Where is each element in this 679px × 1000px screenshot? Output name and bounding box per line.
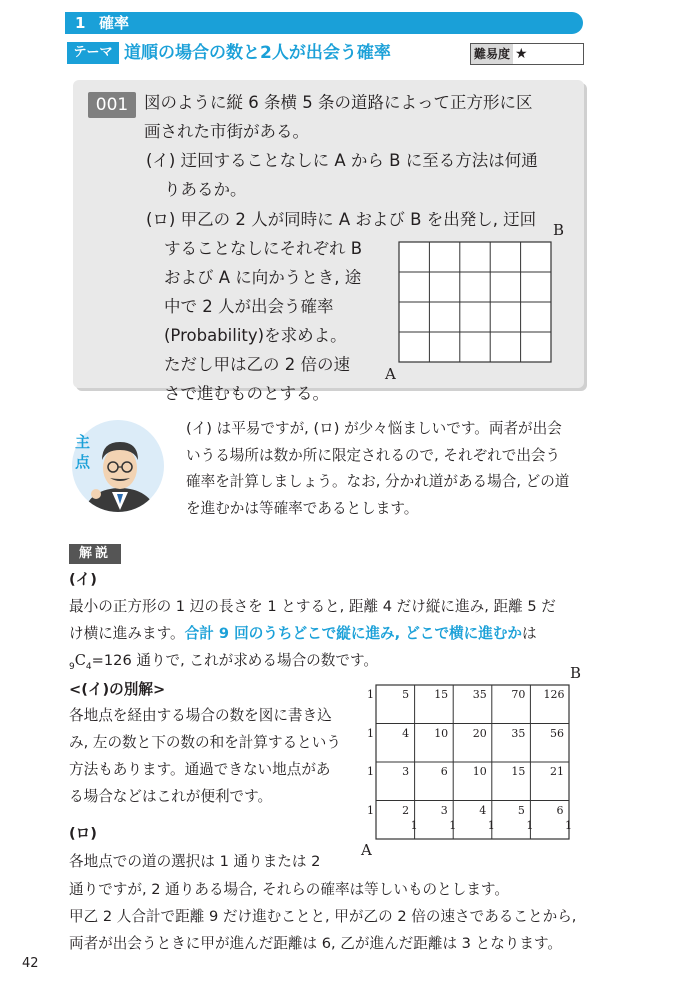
ro-line: 各地点での道の選択は 1 通りまたは 2 — [69, 853, 321, 870]
path-count: 1 — [565, 819, 572, 832]
page-number: 42 — [22, 956, 39, 971]
mentor-line: 確率を計算しましょう。なお, 分かれ道がある場合, どの道 — [186, 473, 570, 490]
path-count: 20 — [472, 726, 487, 740]
combination-symbol: C — [74, 652, 86, 669]
path-count: 4 — [402, 726, 410, 740]
path-count: 35 — [511, 726, 526, 740]
chapter-header — [65, 12, 583, 34]
grid-point-a: A — [385, 365, 396, 383]
ro-line: 通りですが, 2 通りある場合, それらの確率は等しいものとします。 — [69, 881, 509, 898]
theme-label: テーマ — [67, 42, 119, 64]
solution-label: 解説 — [69, 544, 121, 564]
part-ro-heading: (ロ) — [69, 825, 97, 842]
difficulty-label: 難易度 — [471, 44, 513, 64]
path-count: 5 — [517, 803, 525, 817]
path-count: 1 — [449, 819, 457, 832]
chapter-title: 確率 — [99, 14, 130, 32]
path-count: 1 — [367, 765, 374, 778]
path-count: 1 — [367, 803, 374, 817]
ro-line: 両者が出会うときに甲が進んだ距離は 6, 乙が進んだ距離は 3 となります。 — [69, 935, 563, 952]
theme-title: 道順の場合の数と2人が出会う確率 — [124, 43, 391, 63]
problem-line: ただし甲は乙の 2 倍の速 — [164, 355, 350, 374]
problem-line: (ロ) 甲乙の 2 人が同時に A および B を出発し, 迂回 — [146, 210, 537, 229]
star-icon: ★ — [515, 46, 528, 62]
highlight-text: 合計 9 回のうちどこで縦に進み, どこで横に進むか — [184, 625, 523, 642]
problem-line: および A に向かうとき, 途 — [164, 268, 362, 287]
path-count: 21 — [550, 765, 564, 778]
mentor-badge: 主点 — [75, 433, 91, 471]
difficulty-box — [470, 43, 584, 65]
street-grid — [398, 241, 552, 363]
alt-line: 方法もあります。通過できない地点があ — [69, 761, 331, 778]
combination-r: 4 — [85, 661, 92, 672]
grid-point-a: A — [361, 841, 372, 859]
combination-n: 9 — [69, 661, 75, 672]
solution-text: け横に進みます。 — [69, 625, 185, 642]
alt-line: み, 左の数と下の数の和を計算するという — [69, 734, 341, 751]
problem-line: (Probability)を求めよ。 — [164, 326, 347, 345]
solution-text: は — [522, 625, 537, 642]
problem-line: 中で 2 人が出会う確率 — [164, 297, 334, 316]
path-count: 1 — [367, 688, 374, 701]
solution-text: =126 通りで, これが求める場合の数です。 — [91, 652, 378, 669]
problem-line: 画された市街がある。 — [144, 122, 309, 141]
problem-line: することなしにそれぞれ B — [164, 239, 363, 258]
path-count: 1 — [487, 819, 495, 832]
alt-line: 各地点を経由する場合の数を図に書き込 — [69, 707, 332, 724]
chapter-number: 1 — [75, 14, 86, 32]
path-count: 35 — [472, 688, 487, 701]
problem-line: 図のように縦 6 条横 5 条の道路によって正方形に区 — [144, 93, 533, 112]
path-count: 3 — [440, 803, 448, 817]
alt-line: る場合などはこれが便利です。 — [69, 788, 273, 805]
mentor-line: いうる場所は数か所に限定されるので, それぞれで出会う — [186, 447, 561, 464]
path-count: 10 — [434, 726, 449, 740]
problem-line: りあるか。 — [164, 180, 247, 199]
count-grid — [375, 684, 570, 840]
path-count: 1 — [526, 819, 534, 832]
path-count: 4 — [479, 803, 487, 817]
path-count: 1 — [367, 726, 374, 740]
path-count: 70 — [511, 688, 526, 701]
path-count: 10 — [472, 765, 487, 778]
path-count: 5 — [402, 688, 410, 701]
path-count: 15 — [434, 688, 449, 701]
ro-line: 甲乙 2 人合計で距離 9 だけ進むことと, 甲が乙の 2 倍の速さであることから, — [69, 908, 577, 925]
solution-line: 最小の正方形の 1 辺の長さを 1 とすると, 距離 4 だけ縦に進み, 距離 5 だ — [69, 598, 556, 615]
path-count: 6 — [440, 765, 448, 778]
grid-point-b: B — [553, 221, 565, 239]
part-i-heading: (イ) — [69, 571, 97, 588]
solution-line — [69, 620, 537, 648]
mentor-line: を進むかは等確率であるとします。 — [186, 500, 419, 517]
path-count: 56 — [550, 726, 564, 740]
path-count: 2 — [402, 803, 410, 817]
path-count: 15 — [511, 765, 526, 778]
path-count: 1 — [410, 819, 418, 832]
problem-number: 001 — [88, 92, 136, 118]
alt-heading: <(イ)の別解> — [69, 681, 166, 698]
problem-line: さで進むものとする。 — [164, 384, 329, 403]
grid-point-b: B — [570, 664, 582, 682]
path-count: 6 — [556, 803, 564, 817]
path-count: 126 — [543, 688, 565, 701]
path-count: 3 — [402, 765, 410, 778]
mentor-line: (イ) は平易ですが, (ロ) が少々悩ましいです。両者が出会 — [186, 420, 562, 437]
problem-line: (イ) 迂回することなしに A から B に至る方法は何通 — [146, 151, 538, 170]
